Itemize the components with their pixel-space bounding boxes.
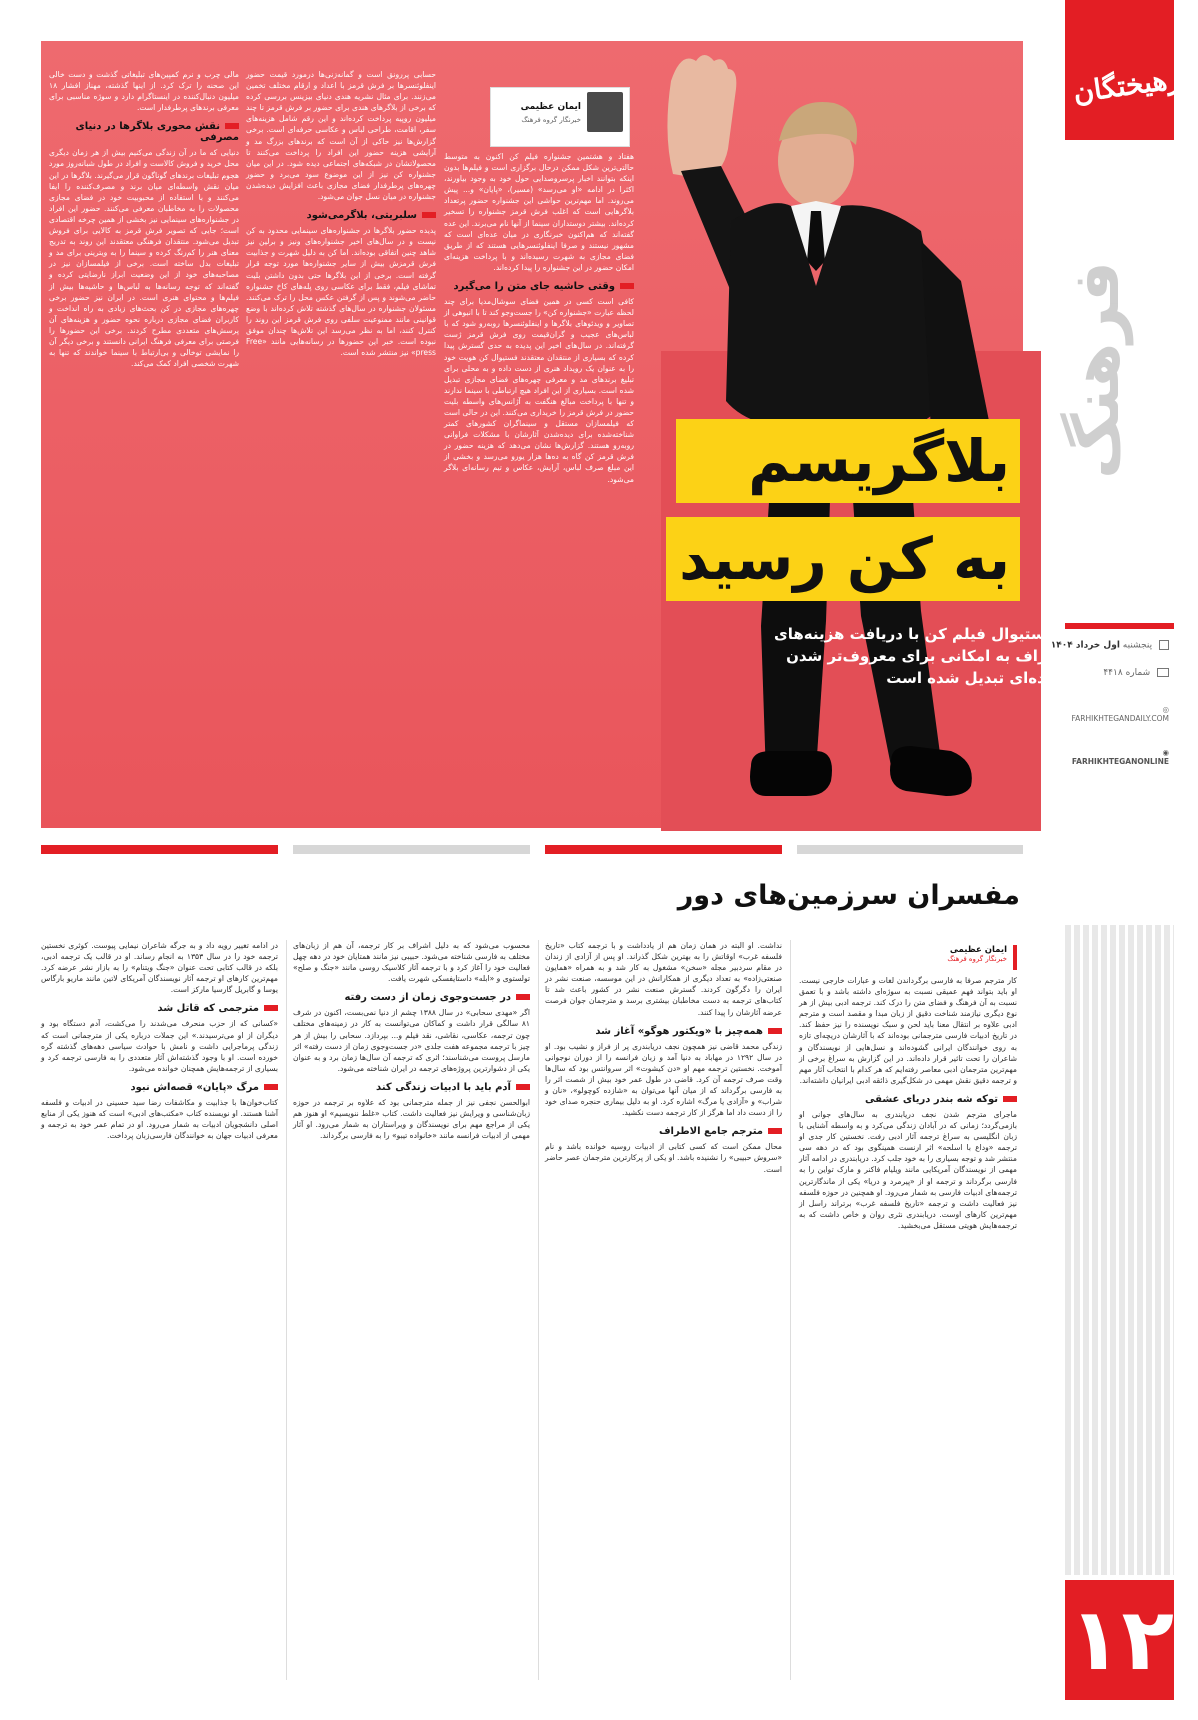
article2-col1-subhead-text: توکه شه بندر دریای عشقی [865,1093,998,1105]
date-value: اول خرداد ۱۴۰۴ [1050,640,1120,651]
article2-col4-body: در ادامه تغییر رویه داد و به جرگه شاعران نیمایی پیوست. کوثری نخستین ترجمه خود را در سال ۱۳۵۳ به انجام رساند. او در قالب یک ترجمه ادبی، بلکه در قالب کتابی تحت عنوان «جنگ ویتنام» را به بازار نشر عرضه کرد. مهم‌ترین کارهای او ترجمه آثار نویسندگان آمریکای لاتین مانند ماریو بارگاس یوسا و گابریل گارسیا مارکز است. [41,941,279,995]
calendar-icon [1159,640,1169,650]
author-role: خبرنگار گروه فرهنگ [521,116,581,124]
issue-block [1049,668,1169,678]
separator-bar-3 [545,845,782,854]
hero-col3-subhead [49,121,239,143]
article2-author-name: ایمان عظیمی [949,945,1007,955]
date-label: پنجشنبه [1122,640,1153,651]
newspaper-logo[interactable]: فرهیختگان [1071,59,1198,110]
hero-col3-body: مالی چرب و نرم کمپین‌های تبلیغاتی گذشت و دست خالی این صحنه را ترک کرد. از اینها گذشته، مهناز افشار ۱۸ میلیون دنبال‌کننده در اینستاگرام دارد و سوژه مناسبی برای معرفی برندهای پرطرفدار است. [49,70,239,113]
author-name: ایمان عظیمی [520,102,581,112]
sidebar-divider [1065,623,1174,629]
hero-col1-intro: هفتاد و هشتمین جشنواره فیلم کن اکنون به متوسط حالتی‌ترین شکل ممکن درحال برگزاری است و فیلم‌ها بدون اینکه بتوانند اخبار پرسروصدایی حول خود به وجود بیاورند، اکثرا در ادامه «او می‌رسد» (مسیر)، «پایان» و... پیش می‌روند. اما مهم‌ترین حواشی این جشنواره حضور پرتعداد بلاگرهایی است که اغلب فرش قرمز جشنواره را تسخیر کرده‌اند. بیشتر دوستداران سینما از آنها نام می‌برند. این عده گفته‌اند که هم‌اکنون خبرنگاری در میان عده‌ای است که مشهور نیستند و صرفا اینفلوئنسرهایی هستند که از طریق فضای مجازی به شهرت رسیده‌اند و با پرداخت هزینه‌ای امکان حضور در این جشنواره را پیدا کرده‌اند. [444,152,634,272]
article2-headline: مفسران سرزمین‌های دور [677,880,1020,911]
article2-col3-subhead-text: در جست‌وجوی زمان از دست رفته [344,992,511,1004]
hero-col2-subhead-text: سلبریتی، بلاگرمی‌شود [306,210,417,222]
hero-article [41,41,1056,828]
article2-col2-body2: زندگی محمد قاضی نیز همچون نجف دریابندری پر از فراز و نشیب بود. او در سال ۱۲۹۲ در مهاباد به دنیا آمد و زبان فرانسه را از دوران نوجوانی آموخت. نخستین ترجمه مهم او «دن کیشوت» اثر سروانتس بود که سال‌ها وقت صرف ترجمه آن کرد. قاضی در طول عمر خود بیش از شصت اثر را به فارسی برگرداند که از میان آنها می‌توان به «شازده کوچولو»، «نان و شراب» و «آزادی یا مرگ» اشاره کرد. او به دلیل بیماری حنجره صدای خود را از دست داد اما هرگز از کار ترجمه دست نکشید. [545,1041,782,1118]
article2-col3-subhead [293,992,530,1003]
column-divider-1 [790,940,791,1680]
article2-column-2 [545,940,782,1685]
issue-value: ۴۴۱۸ [1103,668,1123,678]
article2-col2-body: نداشت. او البته در همان زمان هم از یادداشت و با ترجمه کتاب «تاریخ فلسفه غرب» اوقاتش را به بهترین شکل گذراند. او پس از آزادی از زندان در مقام سردبیر مجله «سخن» مشغول به کار شد و به همراه «همایون صنعتی‌زاده» به تعداد دیگری از همکارانش در این موسسه، صنعت نشر در ایران را دگرگون کردند. گسترش صنعت نشر در کشور باعث شد تا کتاب‌های ترجمه به دست مخاطبان بیشتری برسد و مترجمان جوان فرصت عرضه آثارشان را پیدا کنند. [545,941,782,1017]
article2-col4-subhead [41,1003,278,1014]
article2-col4-body3: کتاب‌خوان‌ها با جذابیت و مکاشفات رضا سید حسینی در ادبیات و فلسفه آشنا هستند. او نویسنده کتاب «مکتب‌های ادبی» است که هنوز یکی از منابع اصلی دانشجویان ادبیات به شمار می‌رود. او در تمام عمر خود به ترجمه و معرفی ادبیات جهان به خوانندگان فارسی‌زبان پرداخت. [41,1097,278,1141]
article2-col3-body: محسوب می‌شود که به دلیل اشراف بر کار ترجمه، آن هم از زبان‌های مختلف به فارسی شناخته می‌شود. حبیبی نیز مانند همتایان خود در دهه چهل فعالیت خود را آغاز کرد و با ترجمه آثار کلاسیک روسی مانند «جنگ و صلح» تولستوی و «ابله» داستایفسکی شهرت یافت. [293,941,530,984]
article2-author-role: خبرنگار گروه فرهنگ [947,955,1007,963]
hero-subtitle: فستیوال فیلم کن با دریافت هزینه‌های گزاف به امکانی برای معروف‌تر شدن عده‌ای تبدیل شده است [774,625,1056,687]
hero-col2-body: حسابی پررونق است و گمانه‌زنی‌ها درمورد قیمت حضور اینفلوئنسرها بر فرش قرمز با اعداد و ارقام مختلف تخمین می‌زنند. برای مثال نشریه هندی دنیای بیزینس بررسی کرده که برخی از بلاگرهای هندی برای حضور بر فرش قرمز تا چند میلیون روپیه پرداخت کرده‌اند و این رقم شامل هزینه‌های سفر، اقامت، طراحی لباس و عکاسی حرفه‌ای است. برخی گزارش‌ها نیز حاکی از آن است که برندهای بزرگ مد و آرایشی هزینه حضور این افراد را پرداخت می‌کنند تا محصولاتشان در شبکه‌های اجتماعی دیده شود. در این میان جشنواره کن نیز از این موضوع سود می‌برد و حضور چهره‌های پرطرفدار فضای مجازی باعث افزایش دیده‌شدن جشنواره در میان نسل جوان می‌شود. [246,70,436,202]
hero-col3-subhead-text: نقش محوری بلاگرها در دنیای مصرفی [75,121,239,144]
article2-col3-subhead2 [293,1082,530,1093]
separator-bar-2 [293,845,530,854]
instagram-icon: ◉ [1162,748,1169,757]
hero-col1-subhead-text: وقتی حاشیه جای متن را می‌گیرد [453,281,615,293]
article2-col2-body3: محال ممکن است که کسی کتابی از ادبیات روسیه خوانده باشد و نام «سروش حبیبی» را نشنیده باشد. او یکی از پرکارترین مترجمان عصر حاضر است. [545,1142,782,1174]
globe-icon: ◎ [1162,705,1169,714]
date-block [1049,640,1169,651]
hero-column-3 [49,69,239,819]
article2-col3-body2: اگر «مهدی سحابی» در سال ۱۳۸۸ چشم از دنیا نمی‌بست، اکنون در شرف ۸۱ سالگی قرار داشت و کماکان می‌توانست به کار در زمینه‌های مختلف چون ترجمه، عکاسی، نقاشی، نقد فیلم و... بپردازد. سحابی را بیش از هر چیز با ترجمه مجموعه هفت جلدی «در جست‌وجوی زمان از دست رفته» اثر مارسل پروست می‌شناسند؛ اثری که ترجمه آن سال‌ها زمان برد و به عنوان یکی از دشوارترین پروژه‌های ترجمه در ایران شناخته می‌شود. [293,1008,530,1073]
article2-author [799,945,1017,970]
issue-label: شماره [1125,668,1151,678]
page-number: ۱۲ [1069,1590,1174,1690]
hero-col1-body: کافی است کسی در همین فضای سوشال‌مدیا برای چند لحظه عبارت «جشنواره کن» را جست‌وجو کند تا با انبوهی از تصاویر و ویدئوهای بلاگرها و اینفلوئنسرها روبه‌رو شود که با لباس‌های عجیب و گران‌قیمت روی فرش قرمز ژست گرفته‌اند. در سال‌های اخیر این پدیده به حدی گسترش پیدا کرده که بسیاری از منتقدان معتقدند فستیوال کن هویت خود را به عنوان یک رویداد هنری از دست داده و به محلی برای تبلیغ برندهای مد و معرفی چهره‌های فضای مجازی تبدیل شده است. بسیاری از این افراد هیچ ارتباطی با سینما ندارند و تنها با پرداخت مبالغ هنگفت به آژانس‌های واسطه بلیت حضور در فرش قرمز را خریداری می‌کنند. این در حالی است که فیلمسازان مستقل و سینماگران کشورهای کمتر شناخته‌شده برای دیده‌شدن آثارشان با مشکلات فراوانی روبه‌رو هستند. گزارش‌ها نشان می‌دهد که هزینه حضور در فرش قرمز کن گاه به ده‌ها هزار یورو می‌رسد و بخشی از این مبلغ صرف لباس، آرایش، عکاس و تیم رسانه‌ای بلاگر می‌شود. [443,297,634,484]
article2-col2-subhead2-text: مترجم جامع الاطراف [658,1126,763,1138]
hero-col2-subhead [246,210,436,221]
hero-column-2 [246,69,436,819]
newspaper-icon [1157,668,1169,677]
section-word-text: فرهنگ [1060,261,1134,479]
article2-column-3 [293,940,530,1685]
article2-col4-subhead2 [41,1082,278,1093]
section-title-art [1060,230,1161,510]
dotted-pattern [1065,925,1174,1575]
masthead-sidebar [1041,0,1198,1700]
hero-col2-body2: پدیده حضور بلاگرها در جشنواره‌های سینمایی محدود به کن نیست و در سال‌های اخیر جشنواره‌های ونیز و برلین نیز شاهد چنین اتفاقی بوده‌اند. اما کن به دلیل شهرت و جذابیت فرش قرمزش بیش از سایر جشنواره‌ها مورد توجه قرار گرفته است. برخی از این بلاگرها حتی بدون داشتن بلیت تماشای فیلم، فقط برای عکاسی روی پله‌های کاخ جشنواره حاضر می‌شوند و پس از گرفتن عکس محل را ترک می‌کنند. مسئولان جشنواره در سال‌های گذشته تلاش کرده‌اند با وضع قوانینی مانند ممنوعیت سلفی روی فرش قرمز این روند را کنترل کنند، اما به نظر می‌رسد این تلاش‌ها چندان موفق نبوده است. خبر این حضورها در رسانه‌هایی مانند «Free press» نیز منتشر شده است. [246,226,436,358]
article2-column-4 [41,940,278,1685]
article2-col1-body2: ماجرای مترجم شدن نجف دریابندری به سال‌های جوانی او بازمی‌گردد؛ زمانی که در آبادان زندگی می‌کرد و به واسطه آشنایی با زبان انگلیسی به سراغ ترجمه آثار ادبی رفت. نخستین کار جدی او ترجمه «وداع با اسلحه» اثر ارنست همینگوی بود که در دهه سی منتشر شد و توجه بسیاری را به خود جلب کرد. دریابندری در ادامه آثار مهمی از نویسندگان آمریکایی مانند ویلیام فاکنر و مارک تواین را به فارسی برگرداند و ترجمه او از «پیرمرد و دریا» یکی از ماندگارترین ترجمه‌های ادبیات فارسی به شمار می‌رود. او همچنین در حوزه فلسفه نیز فعالیت داشت و ترجمه «تاریخ فلسفه غرب» برتراند راسل از مهم‌ترین کارهای اوست. دریابندری نثری روان و خاص داشت که به ترجمه‌هایش هویتی مستقل می‌بخشید. [799,1109,1017,1230]
article2-col3-subhead2-text: آدم باید با ادبیات زندگی کند [376,1081,511,1093]
column-divider-3 [286,940,287,1680]
hero-col3-body2: دنیایی که ما در آن زندگی می‌کنیم بیش از هر زمان دیگری محل خرید و فروش کالاست و افراد در طول شبانه‌روز مورد هجوم تبلیغات برندهای گوناگون قرار می‌گیرند. بلاگرها در این میان نقش واسطه‌ای میان برند و مصرف‌کننده را ایفا می‌کنند و با استفاده از محبوبیت خود در فضای مجازی محصولات را به مخاطبان معرفی می‌کنند. حضور این افراد در جشنواره‌های سینمایی نیز بخشی از همین چرخه اقتصادی است؛ جایی که تصویر فرش قرمز به کالایی برای فروش تبدیل می‌شود. منتقدان فرهنگی معتقدند این روند به تدریج معنای هنر را کم‌رنگ کرده و سینما را به ویترینی برای مد و تبلیغات بدل ساخته است. برخی از فیلمسازان نیز در مصاحبه‌های خود از این وضعیت ابراز نارضایتی کرده و گفته‌اند که توجه رسانه‌ها به لباس‌ها و حاشیه‌ها بیش از فیلم‌ها و محتوای هنری است. در ایران نیز حضور برخی چهره‌های مجازی در کن بحث‌های زیادی به راه انداخت و کاربران فضای مجازی درباره نحوه حضور و هزینه‌های آن پرسش‌های متعددی مطرح کردند. برخی این حضورها را فرصتی برای معرفی فرهنگ ایرانی دانستند و برخی دیگر آن را نمایشی توخالی و بی‌ارتباط با سینما خواندند که تنها به شهرت شخصی افراد کمک می‌کند. [49,148,239,369]
separator-bar-1 [41,845,278,854]
social-handle[interactable]: FARHIKHTEGANONLINE [1071,757,1169,766]
hero-title-line1: بلاگریسم [676,419,1020,503]
hero-col1-subhead [444,281,634,292]
column-divider-2 [538,940,539,1680]
website-block[interactable] [1049,705,1169,723]
article2-col2-subhead2 [545,1126,782,1137]
article2-col2-subhead-text: همه‌چیز با «ویکتور هوگو» آغاز شد [595,1025,763,1037]
hero-title-line2: به کن رسید [666,517,1020,601]
separator-bar-4 [797,845,1023,854]
social-block[interactable] [1049,748,1169,766]
article2-col4-subhead-text: مترجمی که قاتل شد [157,1003,259,1015]
hero-column-1 [444,151,634,821]
article2-col4-subhead2-text: مرگ «پایان» قصه‌اش نبود [130,1081,259,1093]
article2-col1-subhead [799,1094,1017,1105]
article2-col1-body: کار مترجم صرفا به فارسی برگرداندن لغات و عبارات خارجی نیست. او باید بتواند فهم عمیقی نسبت به سوژه‌ای داشته باشد و با تعمق نسبت به آن فرهنگ و فضای متن را درک کند. ترجمه ادبی بیش از هر نوع دیگری نیازمند شناخت دقیق از زبان مبدا و مقصد است و مترجم ادبی علاوه بر انتقال معنا باید لحن و سبک نویسنده را نیز حفظ کند. در تاریخ ادبیات فارسی مترجمانی بوده‌اند که با آثارشان دریچه‌ای تازه به روی خوانندگان ایرانی گشوده‌اند و نسل‌هایی از نویسندگان و شاعران را تحت تاثیر قرار داده‌اند. در این گزارش به سراغ برخی از مهم‌ترین مترجمان ادبی معاصر رفته‌ایم که هر کدام با انتخاب آثار مهم و ترجمه دقیق نقش مهمی در شکل‌گیری ذائقه ادبی ایرانیان داشته‌اند. [799,976,1017,1085]
author-avatar [587,92,623,132]
article2-col3-body3: ابوالحسن نجفی نیز از جمله مترجمانی بود که علاوه بر ترجمه در حوزه زبان‌شناسی و ویرایش نیز فعالیت داشت. کتاب «غلط ننویسیم» او هنوز هم یکی از مراجع مهم برای نویسندگان و ویراستاران به شمار می‌رود. او آثار مهمی از ادبیات فرانسه مانند «خانواده تیبو» را به فارسی برگرداند. [293,1097,530,1141]
article2-col4-body2: «کسانی که از حزب منحرف می‌شدند را می‌کشت، آدم دستگاه بود و دیگران از او می‌ترسیدند.» این جملات درباره یکی از مترجمانی است که زندگی پرماجرایی داشت و نامش با حوادث سیاسی دهه‌های گذشته گره خورده است. او با وجود گذشته‌اش آثار متعددی را به فارسی ترجمه کرد و بسیاری از ترجمه‌هایش همچنان خوانده می‌شود. [41,1019,278,1073]
article2-col2-subhead [545,1026,782,1037]
article2-column-1 [799,975,1017,1720]
website-text[interactable]: FARHIKHTEGANDAILY.COM [1071,714,1169,723]
hero-author-box [490,87,630,147]
